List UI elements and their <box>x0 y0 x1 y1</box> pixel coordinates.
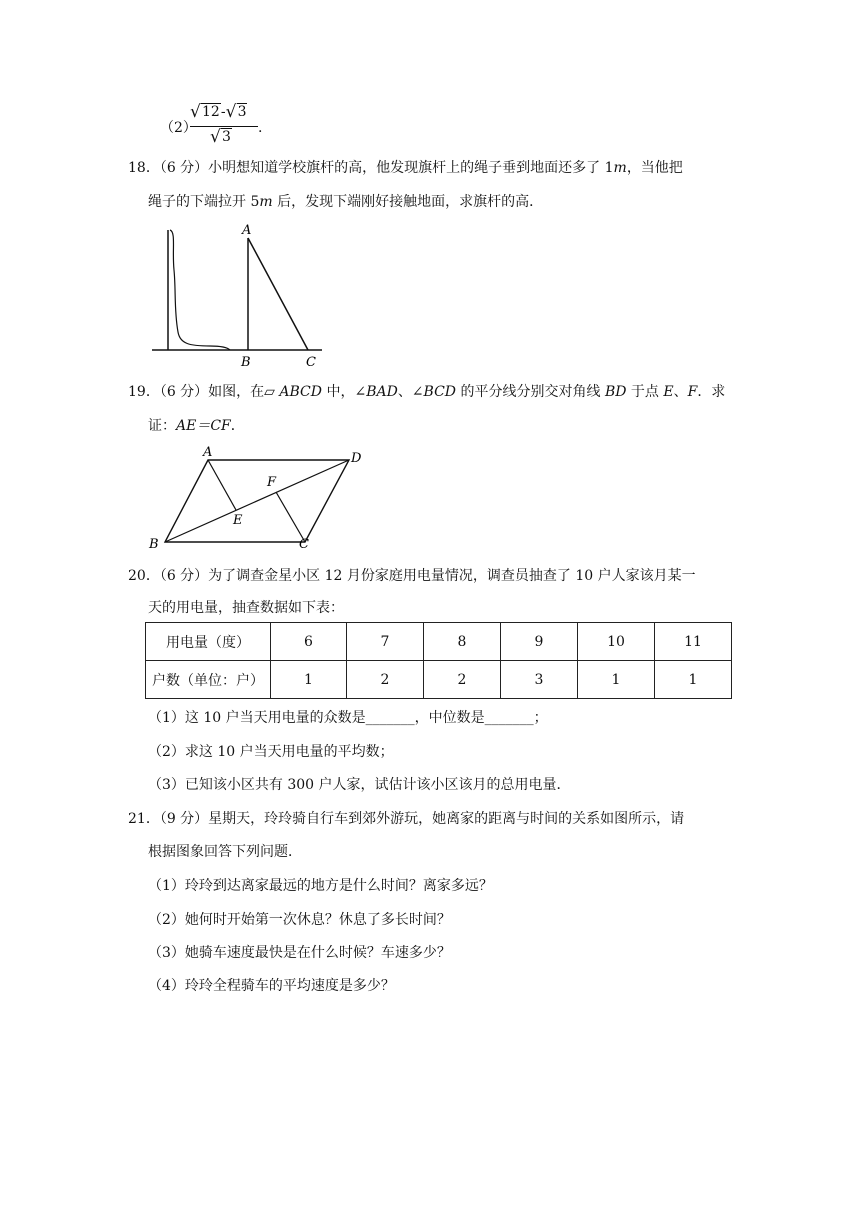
label-C: C <box>299 537 309 552</box>
fraction-bar <box>190 126 258 127</box>
rope-ac <box>248 238 308 350</box>
table-cell: 8 <box>424 623 501 661</box>
q20-line1: 20．（6 分）为了调查金星小区 12 月份家庭用电量情况，调查员抽查了 10 户人家该月某一 <box>128 568 696 584</box>
electricity-usage-table <box>145 622 732 699</box>
q17-numerator <box>190 104 247 120</box>
sqrt-3-denominator: √ 3 <box>210 129 232 145</box>
q21-sub2: （2）她何时开始第一次休息？休息了多长时间？ <box>148 912 451 928</box>
table-cell: 2 <box>347 661 424 699</box>
table-cell: 6 <box>271 623 347 661</box>
sqrt-3: √ 3 <box>226 104 248 120</box>
q20-sub2: （2）求这 10 户当天用电量的平均数； <box>148 744 394 760</box>
table-cell: 1 <box>655 661 732 699</box>
table-row-usage <box>146 623 732 661</box>
q18-line2: 绳子的下端拉开 5m 后，发现下端刚好接触地面，求旗杆的高． <box>148 194 544 210</box>
label-B: B <box>149 537 159 552</box>
sqrt-12: √ 12 <box>190 104 221 120</box>
diagonal-bd <box>165 460 349 542</box>
bisector-ae <box>208 460 236 510</box>
table-cell: 2 <box>424 661 501 699</box>
q20-line2: 天的用电量，抽查数据如下表： <box>148 600 344 616</box>
label-B: B <box>241 355 251 370</box>
label-C: C <box>306 355 316 370</box>
q19-line2: 证：AE＝CF． <box>148 418 245 434</box>
q20-sub3: （3）已知该小区共有 300 户人家，试估计该小区该月的总用电量． <box>148 777 571 793</box>
q17-fraction <box>190 104 262 152</box>
minus-sign: - <box>220 104 226 120</box>
q21-sub1: （1）玲玲到达离家最远的地方是什么时间？离家多远？ <box>148 878 493 894</box>
q21-sub4: （4）玲玲全程骑车的平均速度是多少？ <box>148 978 395 994</box>
table-cell: 11 <box>655 623 732 661</box>
q20-sub1: （1）这 10 户当天用电量的众数是_______，中位数是_______； <box>148 710 548 726</box>
label-A: A <box>242 223 252 238</box>
label-E: E <box>233 513 243 528</box>
table-cell: 1 <box>271 661 347 699</box>
table-cell: 1 <box>578 661 655 699</box>
table-cell: 7 <box>347 623 424 661</box>
table-cell: 10 <box>578 623 655 661</box>
table-header-usage: 用电量（度） <box>146 623 271 661</box>
hanging-rope <box>170 230 230 350</box>
table-cell: 9 <box>501 623 578 661</box>
q21-line1: 21．（9 分）星期天，玲玲骑自行车到郊外游玩，她离家的距离与时间的关系如图所示，请 <box>128 811 685 827</box>
table-cell: 3 <box>501 661 578 699</box>
q18-line1: 18．（6 分）小明想知道学校旗杆的高，他发现旗杆上的绳子垂到地面还多了 1m，当他把 <box>128 160 683 176</box>
bisector-cf <box>276 492 305 542</box>
q17-part-label: （2） <box>160 120 197 136</box>
q17-period: . <box>258 120 263 136</box>
q21-line2: 根据图象回答下列问题． <box>148 844 302 860</box>
q19-line1: 19．（6 分）如图，在▱ ABCD 中，∠BAD、∠BCD 的平分线分别交对角线 BD 于点 E、F．求 <box>128 384 726 400</box>
q19-parallelogram-figure <box>145 444 365 554</box>
label-D: D <box>351 451 362 466</box>
q18-flagpole-figure <box>150 220 330 370</box>
q17-denominator <box>210 129 232 145</box>
label-A: A <box>203 445 213 460</box>
label-F: F <box>267 475 277 490</box>
table-header-households: 户数（单位：户） <box>146 661 271 699</box>
q21-sub3: （3）她骑车速度最快是在什么时候？车速多少？ <box>148 945 451 961</box>
table-row-households <box>146 661 732 699</box>
